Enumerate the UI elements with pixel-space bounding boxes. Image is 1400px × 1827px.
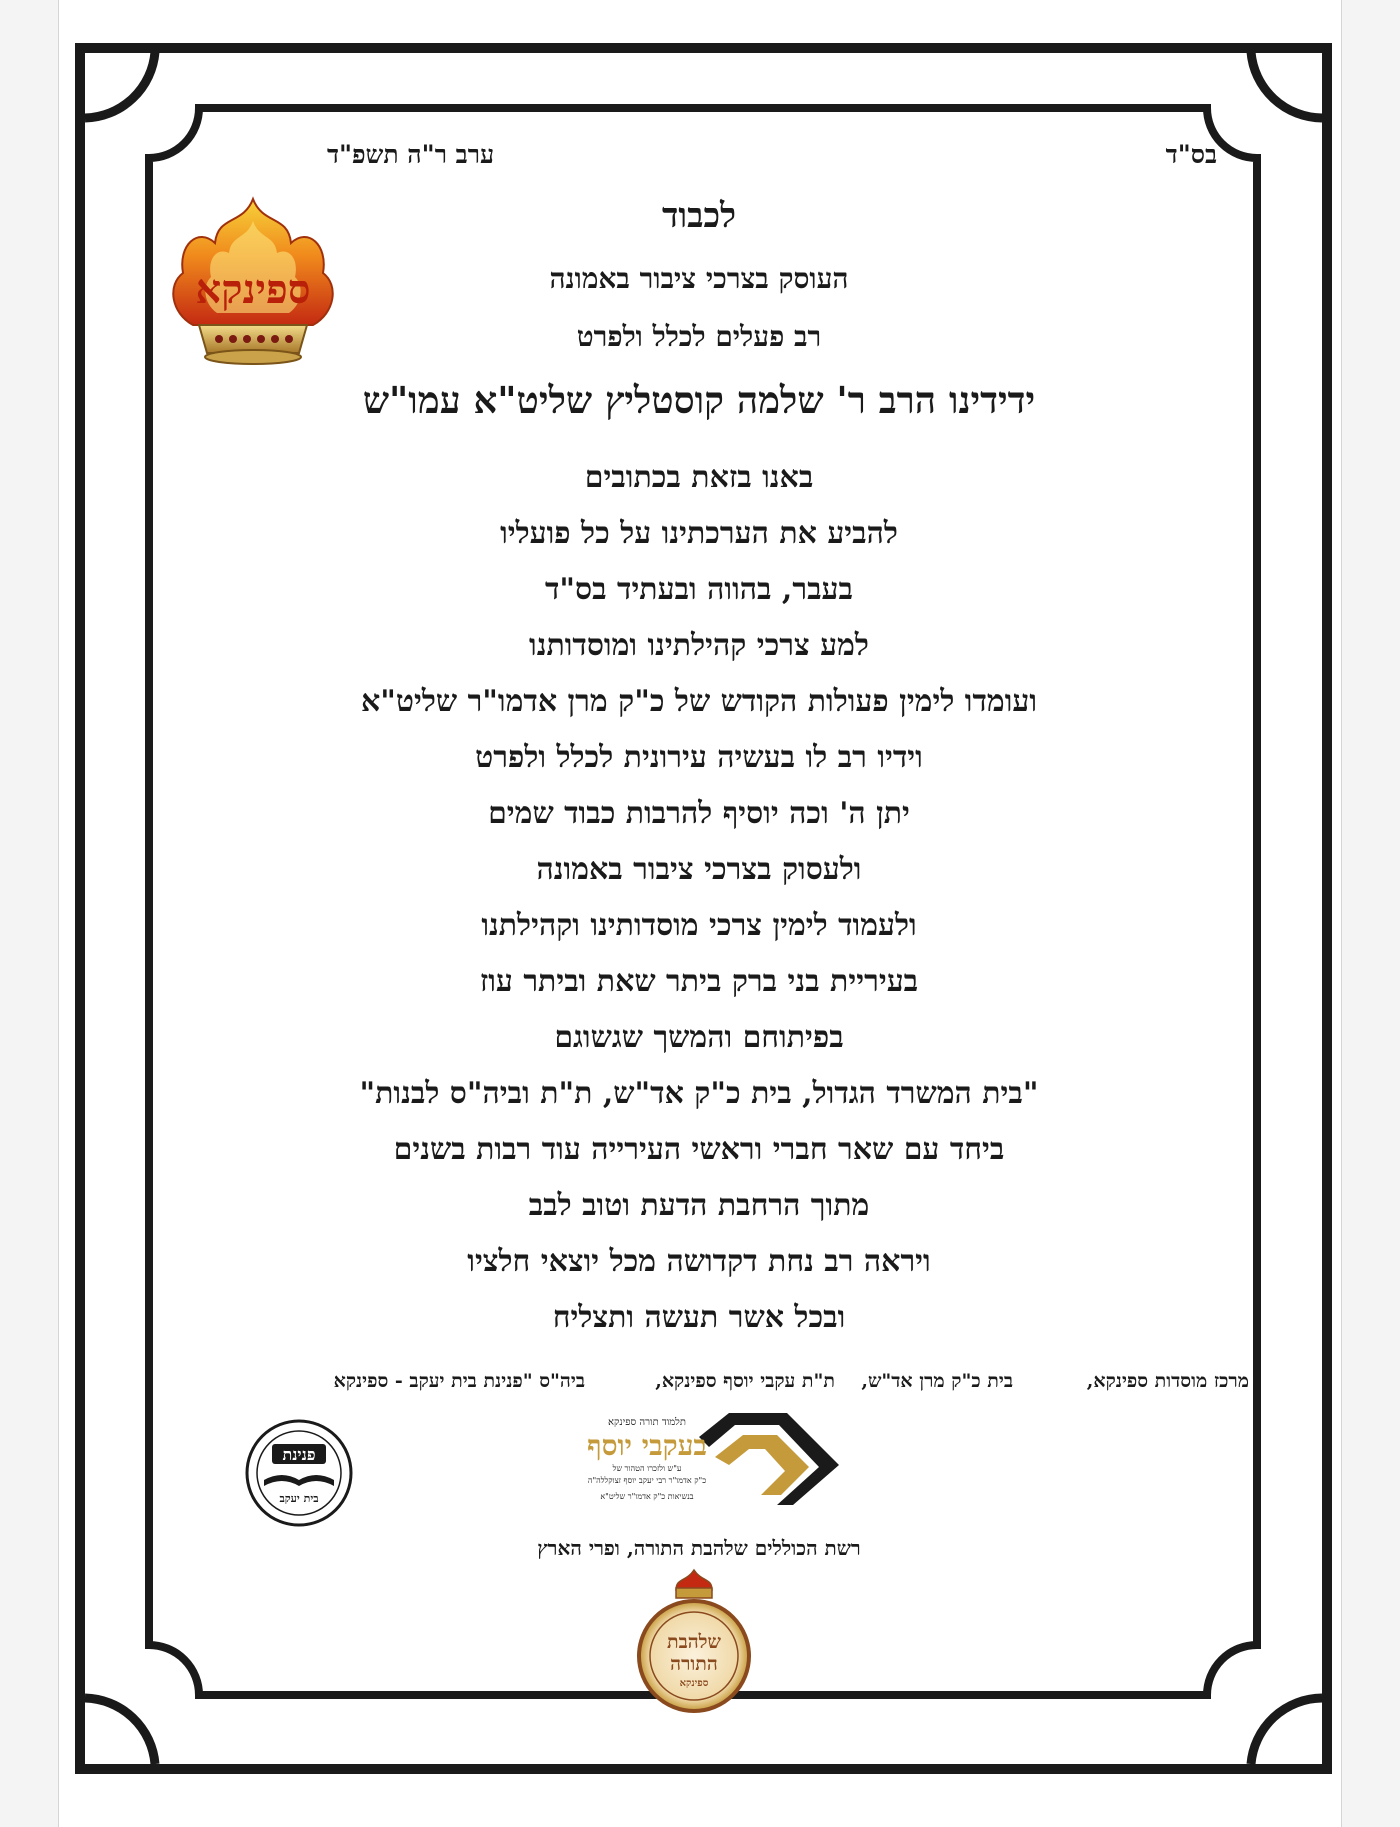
body-line: ביחד עם שאר חברי וראשי העירייה עוד רבות בשנים	[393, 1132, 1005, 1167]
body-line: בעיריית בני ברק ביתר שאת וביתר עוז	[479, 964, 919, 999]
subtitle-2: רב פעלים לכלל ולפרט	[576, 320, 822, 353]
body-line: באנו בזאת בכתובים	[584, 460, 814, 495]
round-seal-logo-icon	[636, 1568, 752, 1718]
signature-institution: בית כ"ק מרן אד"ש,	[861, 1370, 1013, 1392]
akvei-yosef-line-2: כ"ק אדמו"ר רבי יעקב יוסף זצוקללה"ה	[587, 1476, 707, 1485]
body-line: "בית המשרד הגדול, בית כ"ק אד"ש, ת"ת וביה"ס לבנות"	[359, 1076, 1039, 1111]
body-line: וידיו רב לו בעשיה עירונית לכלל ולפרט	[475, 740, 923, 775]
body-line: ולעמוד לימין צרכי מוסדותינו וקהילתנו	[481, 908, 917, 943]
certificate-title: לכבוד	[662, 196, 736, 236]
akvei-yosef-line-1: ע"ש ולזכרו הטהור של	[612, 1464, 682, 1473]
akvei-yosef-line-3: בנשיאות כ"ק אדמו"ר שליט"א	[600, 1492, 694, 1501]
signature-institution: מרכז מוסדות ספינקא,	[1086, 1370, 1249, 1392]
body-line: בעבר, בהווה ובעתיד בס"ד	[544, 572, 853, 607]
signature-institution: ת"ת עקבי יוסף ספינקא,	[655, 1370, 835, 1392]
shalheves-place: ספינקא	[679, 1678, 709, 1689]
body-line: בפיתוחם והמשך שגשוגם	[554, 1020, 844, 1055]
body-line: להביע את הערכתינו על כל פועליו	[500, 516, 898, 551]
date-header: ערב ר"ה תשפ"ד	[327, 140, 495, 169]
subtitle-1: העוסק בצרכי ציבור באמונה	[549, 262, 849, 295]
body-line: ועומדו לימין פעולות הקודש של כ"ק מרן אדמו"ר שליט"א	[360, 684, 1038, 719]
shalheves-name-1: שלהבת	[666, 1631, 722, 1653]
bsd-header: בס"ד	[1165, 140, 1217, 169]
body-line: למע צרכי קהילתינו ומוסדותנו	[529, 628, 869, 663]
akvei-yosef-small-top: תלמוד תורה ספינקא	[608, 1417, 686, 1428]
signature-institution: ביה"ס "פנינת בית יעקב - ספינקא	[333, 1370, 585, 1392]
pninas-logo-name: פנינת	[282, 1445, 316, 1464]
book-seal-logo-icon	[244, 1418, 354, 1528]
body-line: ויראה רב נחת דקדושה מכל יוצאי חלציו	[467, 1244, 931, 1279]
body-line: מתוך הרחבת הדעת וטוב לבב	[528, 1188, 870, 1223]
flame-logo-text: ספינקא	[195, 266, 311, 313]
body-line: ולעסוק בצרכי ציבור באמונה	[536, 852, 862, 887]
shalheves-name-2: התורה	[670, 1653, 718, 1675]
honoree-name: ידידינו הרב ר' שלמה קוסטליץ שליט"א עמו"ש	[362, 378, 1036, 422]
document-page	[58, 0, 1342, 1827]
open-book-logo-icon	[529, 1405, 849, 1515]
pninas-logo-sub: בית יעקב	[279, 1492, 319, 1505]
akvei-yosef-name: בעקבי יוסף	[587, 1429, 707, 1462]
body-line: יתן ה' וכה יוסיף להרבות כבוד שמים	[488, 796, 910, 831]
kollel-network-line: רשת הכוללים שלהבת התורה, ופרי הארץ	[537, 1536, 861, 1560]
body-line: ובכל אשר תעשה ותצליח	[552, 1300, 846, 1335]
flame-crown-logo-icon	[163, 195, 343, 377]
